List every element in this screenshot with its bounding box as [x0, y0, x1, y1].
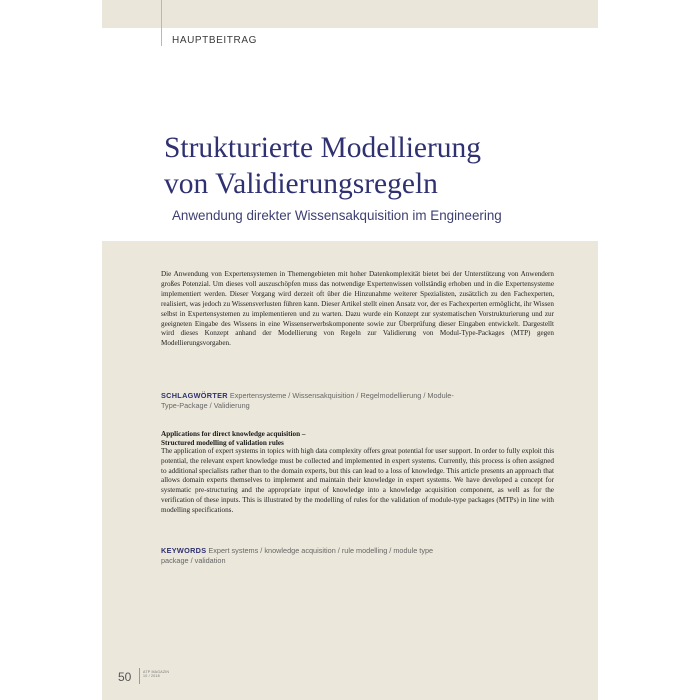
english-heading: [161, 430, 554, 448]
document-page: [102, 0, 598, 700]
keywords-german-label: SCHLAGWÖRTER: [161, 391, 228, 400]
footer-divider: [139, 668, 140, 684]
english-heading-line-1: Applications for direct knowledge acquisition –: [161, 430, 306, 438]
keywords-english: [161, 546, 461, 566]
journal-info: [143, 670, 183, 679]
article-title: [164, 130, 584, 202]
abstract-german: Die Anwendung von Expertensystemen in Themengebieten mit hoher Datenkomplexität bietet bei der Unterstützung von Anwendern großes Potenzial. Um dieses voll auszuschöpfen muss das notwendige Expertenwissen vollständig erhoben und in die Expertensysteme implementiert werden. Dieser Vorgang wird derzeit oft über die Hinzunahme weiterer Spezialisten, zusätzlich zu den Fachexperten, realisiert, was jedoch zu Wissensverlusten führen kann. Dieser Artikel stellt einen Ansatz vor, der es Fachexperten ermöglicht, ihr Wissen selbst in Expertensystemen zu implementieren und zu warten. Dazu wurde ein Konzept zur systematischen Vorstrukturierung und zur geeigneten Eingabe des Wissens in eine Wissenserwerbskomponente sowie zur Überprüfung dieser Eingaben entwickelt. Dargestellt wird dieses Konzept anhand der Modellierung von Regeln zur Validierung von Modul-Type-Packages (MTP) gegen Modellierungsvorgaben.: [161, 270, 554, 348]
keywords-german-list: Expertensysteme / Wissensakquisition / Regelmodellierung / Module-Type-Package / Validierung: [161, 391, 454, 410]
keywords-english-label: KEYWORDS: [161, 546, 207, 555]
keywords-german: [161, 391, 461, 411]
keywords-english-list: Expert systems / knowledge acquisition / rule modelling / module type package / validation: [161, 546, 434, 565]
article-subtitle: Anwendung direkter Wissensakquisition im Engineering: [172, 208, 502, 223]
header-divider: [161, 0, 162, 46]
title-line-2: von Validierungsregeln: [164, 168, 438, 200]
page-number: 50: [118, 670, 132, 684]
english-heading-line-2: Structured modelling of validation rules: [161, 439, 284, 448]
section-label: HAUPTBEITRAG: [172, 35, 257, 46]
journal-name: ATP MAGAZIN: [143, 670, 170, 674]
top-band: [102, 0, 598, 28]
title-line-1: Strukturierte Modellierung: [164, 132, 482, 164]
journal-issue: 10 / 2018: [143, 674, 160, 679]
abstract-english: The application of expert systems in topics with high data complexity offers great potential for user support. In order to fully exploit this potential, the relevant expert knowledge must be collected and implemented in expert systems. Currently, this process is often assigned to additional specialists rather than to the domain experts, but this can lead to a loss of knowledge. This article presents an approach that allows domain experts themselves to implement and maintain their knowledge in expert systems. We have developed a concept for systematic pre-structuring and the appropriate input of knowledge into a knowledge acquisition component, as well as for the verification of these inputs. This is illustrated by the modelling of rules for the validation of module-type packages (MTPs) in line with modelling specifications.: [161, 447, 554, 514]
